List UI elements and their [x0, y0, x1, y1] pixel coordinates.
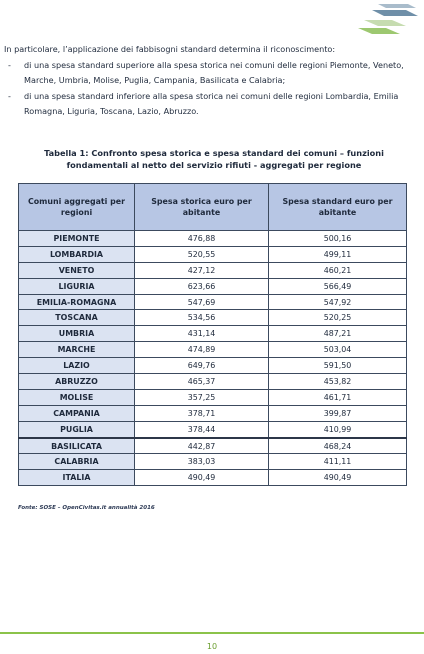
stacked-layers-logo-icon	[348, 2, 420, 36]
standard-spending-cell: 591,50	[269, 358, 407, 374]
table-row	[19, 231, 407, 247]
region-cell: LIGURIA	[19, 278, 135, 294]
column-header-historical: Spesa storica euro per abitante	[135, 184, 269, 231]
intro-bullet-list	[4, 58, 418, 120]
intro-bullet	[4, 89, 418, 120]
footer-rule	[0, 632, 424, 634]
region-cell: TOSCANA	[19, 310, 135, 326]
column-header-region: Comuni aggregati per regioni	[19, 184, 135, 231]
table-row	[19, 389, 407, 405]
intro-text	[4, 42, 418, 120]
region-cell: UMBRIA	[19, 326, 135, 342]
bullet-marker: -	[8, 90, 11, 101]
standard-spending-cell: 461,71	[269, 389, 407, 405]
historical-spending-cell: 534,56	[135, 310, 269, 326]
historical-spending-cell: 474,89	[135, 342, 269, 358]
table-row	[19, 438, 407, 454]
historical-spending-cell: 378,44	[135, 421, 269, 437]
historical-spending-cell: 490,49	[135, 470, 269, 486]
region-cell: PUGLIA	[19, 421, 135, 437]
bullet-marker: -	[8, 59, 11, 70]
table-row	[19, 421, 407, 437]
table-row	[19, 454, 407, 470]
table-row	[19, 405, 407, 421]
standard-spending-cell: 399,87	[269, 405, 407, 421]
standard-spending-cell: 499,11	[269, 246, 407, 262]
spending-comparison-table	[18, 183, 407, 486]
standard-spending-cell: 468,24	[269, 438, 407, 454]
historical-spending-cell: 623,66	[135, 278, 269, 294]
intro-lead: In particolare, l’applicazione dei fabbisogni standard determina il riconoscimento:	[4, 44, 336, 54]
standard-spending-cell: 520,25	[269, 310, 407, 326]
historical-spending-cell: 442,87	[135, 438, 269, 454]
standard-spending-cell: 566,49	[269, 278, 407, 294]
region-cell: MARCHE	[19, 342, 135, 358]
table-row	[19, 310, 407, 326]
table-row	[19, 342, 407, 358]
region-cell: PIEMONTE	[19, 231, 135, 247]
bullet-text: di una spesa standard superiore alla spesa storica nei comuni delle regioni Piemonte, Veneto, Marche, Umbria, Molise, Puglia, Campania, Basilicata e Calabria;	[24, 59, 404, 86]
table-source-note: Fonte: SOSE – OpenCivitas.it annualità 2016	[18, 505, 155, 511]
standard-spending-cell: 460,21	[269, 262, 407, 278]
historical-spending-cell: 431,14	[135, 326, 269, 342]
historical-spending-cell: 383,03	[135, 454, 269, 470]
table-row	[19, 470, 407, 486]
table-row	[19, 326, 407, 342]
historical-spending-cell: 427,12	[135, 262, 269, 278]
standard-spending-cell: 503,04	[269, 342, 407, 358]
historical-spending-cell: 357,25	[135, 389, 269, 405]
table-row	[19, 374, 407, 390]
region-cell: ITALIA	[19, 470, 135, 486]
table-row	[19, 262, 407, 278]
region-cell: CAMPANIA	[19, 405, 135, 421]
bullet-text: di una spesa standard inferiore alla spesa storica nei comuni delle regioni Lombardia, Emilia Romagna, Liguria, Toscana, Lazio, Abruzzo.	[24, 90, 399, 117]
region-cell: VENETO	[19, 262, 135, 278]
table-caption: Tabella 1: Confronto spesa storica e spesa standard dei comuni – funzioni fondamentali al netto del servizio rifiuti - aggregati per regione	[44, 148, 384, 170]
region-cell: LAZIO	[19, 358, 135, 374]
region-cell: CALABRIA	[19, 454, 135, 470]
historical-spending-cell: 520,55	[135, 246, 269, 262]
standard-spending-cell: 547,92	[269, 294, 407, 310]
table-header-row	[19, 184, 407, 231]
standard-spending-cell: 410,99	[269, 421, 407, 437]
historical-spending-cell: 547,69	[135, 294, 269, 310]
standard-spending-cell: 487,21	[269, 326, 407, 342]
region-cell: MOLISE	[19, 389, 135, 405]
table-row	[19, 358, 407, 374]
region-cell: ABRUZZO	[19, 374, 135, 390]
column-header-standard: Spesa standard euro per abitante	[269, 184, 407, 231]
table-row	[19, 294, 407, 310]
standard-spending-cell: 490,49	[269, 470, 407, 486]
table-row	[19, 278, 407, 294]
historical-spending-cell: 378,71	[135, 405, 269, 421]
standard-spending-cell: 453,82	[269, 374, 407, 390]
region-cell: LOMBARDIA	[19, 246, 135, 262]
standard-spending-cell: 500,16	[269, 231, 407, 247]
region-cell: EMILIA-ROMAGNA	[19, 294, 135, 310]
page-number: 10	[206, 642, 218, 651]
historical-spending-cell: 476,88	[135, 231, 269, 247]
historical-spending-cell: 649,76	[135, 358, 269, 374]
historical-spending-cell: 465,37	[135, 374, 269, 390]
region-cell: BASILICATA	[19, 438, 135, 454]
standard-spending-cell: 411,11	[269, 454, 407, 470]
table-row	[19, 246, 407, 262]
intro-bullet	[4, 58, 418, 89]
